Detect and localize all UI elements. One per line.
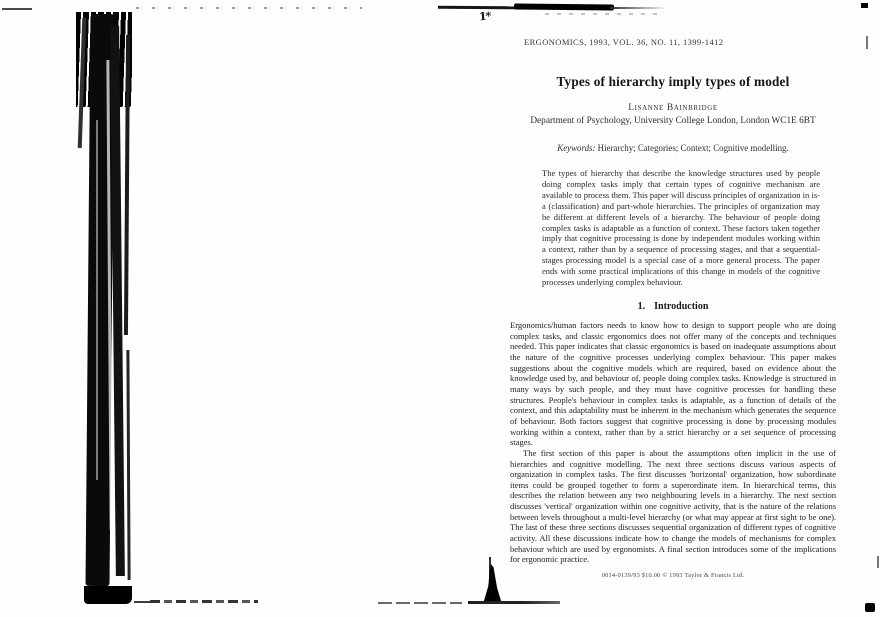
scan-bottom-right-tick [877,556,879,568]
section-heading-introduction [500,301,846,312]
scan-streak-highlight-2 [96,120,98,480]
paragraph: Ergonomics/human factors needs to know how to design to support people who are doing complex tasks, and classic ergonomics does not offer many of the concepts and techniques needed. This paper indicates that classic ergonomics is based on inadequate assumptions about the nature of the cognitive processes underlying complex behaviour. This paper makes suggestions about the cognitive models which are required, based on evidence about the knowledge used by, and behaviour of, people doing complex tasks. Knowledge is structured in many ways by such people, and they must have cognitive processes for handling these structures. People's behaviour in complex tasks is adaptable, as a function of details of the context, and this adaptability must be inherent in the mechanism which generates the sequence of behaviour. Both factors suggest that cognitive processing is done by processing modules working within a context, rather than by a strict hierarchy or a set sequence of processing stages. [510,319,836,448]
author-affiliation: Department of Psychology, University College London, London WC1E 6BT [530,116,816,126]
scan-bottom-dashes [150,600,258,603]
scan-binding-streak-4 [126,350,130,580]
section-number: 1. [637,300,646,312]
scan-ink-spike-base [468,601,560,604]
article-content [500,30,846,579]
scan-top-line-segment [2,8,32,10]
scan-bottom-dashes-2 [378,602,462,604]
section-title: Introduction [654,300,709,312]
scan-top-line-dots-2 [545,13,665,15]
copyright-footer: 0014-0139/93 $10.00 © 1993 Taylor & Francis Ltd. [601,572,745,580]
paragraph: The first section of this paper is about the assumptions often implicit in the use of hierarchies and cognitive modelling. The next three sections discuss various aspects of organization in complex tasks. The first discusses 'horizontal' organization, how subordinate items could be grouped together to form a superordinate item. In hierarchical terms, this describes the relation between any two neighbouring levels in a hierarchy. The next section discusses 'vertical' organization within one cognitive activity, that is the nature of the relations between levels throughout a multi-level hierarchy (or what may appear at first sight to be one). The last of these three sections discusses sequential organization of different types of cognitive activity. All these discussions indicate how to change the models of mechanisms for complex behaviour which are used by ergonomists. A final section introduces some of the implications for ergonomic practice. [510,447,836,565]
scan-top-line-dots [136,7,362,9]
scan-corner-dot [861,3,868,8]
abstract: The types of hierarchy that describe the knowledge structures used by people doing complex tasks imply that certain types of cognitive mechanism are available to process them. This paper will discuss principles of organization in is-a (classification) and part-whole hierarchies. The principles of organization may be different at different levels of a hierarchy. The behaviour of people doing complex tasks is adaptable as a function of context. These factors taken together imply that cognitive processing is done by independent modules working within a context, rather than by a sequence of processing stages, and that a sequential-stages processing model is a special case of a more general process. The paper ends with some practical implications of this change in models of the cognitive processes underlying complex behaviour. [542,168,820,288]
scan-bottom-right-blob [865,603,875,612]
keywords-label: Keywords: [557,143,596,153]
scan-top-line-segment-2 [438,6,516,10]
scan-streak-foot [84,586,132,604]
keywords-text: Hierarchy; Categories; Context; Cognitive modelling. [595,143,789,153]
scan-right-edge-tick [866,36,868,49]
scan-top-line-segment-3 [514,3,614,10]
keywords-line [500,143,846,153]
scan-binding-streak-3 [124,35,130,335]
page-title: Types of hierarchy imply types of model [556,74,790,89]
body-text [510,320,836,565]
scan-top-line-segment-4 [610,7,668,9]
author-name: Lisanne Bainbridge [628,103,718,113]
pen-mark: 1* [478,9,491,24]
journal-header: ERGONOMICS, 1993, VOL. 36, NO. 11, 1399-1412 [524,37,724,47]
